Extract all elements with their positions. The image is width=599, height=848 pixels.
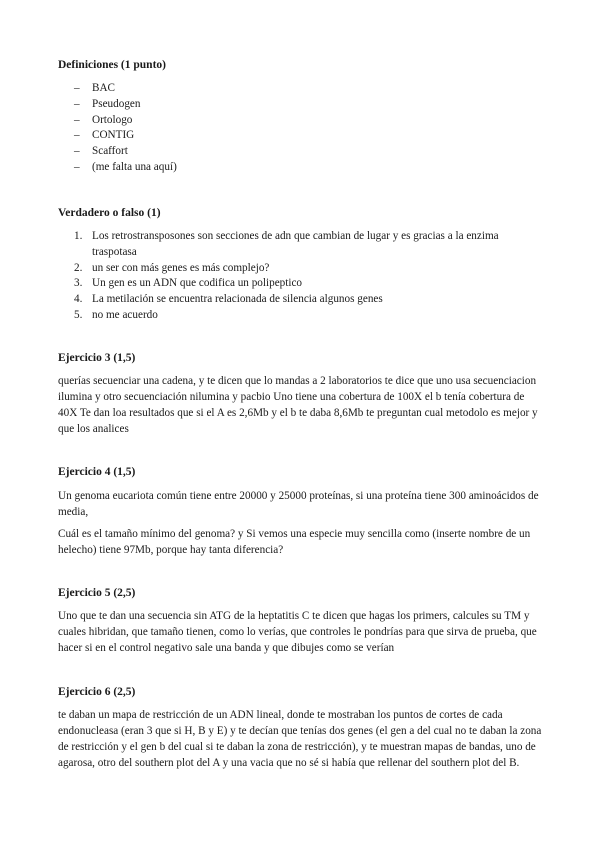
ejercicio5-heading: Ejercicio 5 (2,5) bbox=[58, 587, 136, 599]
list-item-text: no me acuerdo bbox=[92, 308, 158, 321]
list-item bbox=[74, 128, 177, 144]
ejercicio6-heading: Ejercicio 6 (2,5) bbox=[58, 686, 136, 698]
list-item-text: Scaffort bbox=[92, 145, 128, 158]
list-item bbox=[74, 276, 544, 292]
item-number: 5. bbox=[74, 308, 83, 321]
ejercicio5-text: Uno que te dan una secuencia sin ATG de la heptatitis C te dicen que hagas los primers, calcules su TM y cuales hibridan, que tamaño tienen, como lo verías, que controles le pondrías para que sirva de prueba, que hacer si en el control negativo sale una banda y que dibujes como se verían bbox=[58, 610, 537, 654]
list-item-text: Los retrostransposones son secciones de adn que cambian de lugar y es gracias a la enzima traspotasa bbox=[92, 230, 499, 258]
verdadero-falso-list bbox=[74, 229, 544, 324]
list-item bbox=[74, 160, 177, 176]
item-number: 1. bbox=[74, 230, 83, 242]
list-item-text: Ortologo bbox=[92, 113, 133, 126]
ejercicio4-heading: Ejercicio 4 (1,5) bbox=[58, 466, 136, 478]
list-item bbox=[74, 97, 177, 113]
definiciones-heading: Definiciones (1 punto) bbox=[58, 59, 166, 71]
item-number: 4. bbox=[74, 293, 83, 306]
ejercicio4-text-1: Un genoma eucariota común tiene entre 20000 y 25000 proteínas, si una proteína tiene 300 aminoácidos de media, bbox=[58, 490, 539, 518]
list-item-text: La metilación se encuentra relacionada de silencia algunos genes bbox=[92, 293, 383, 306]
list-item-text: Pseudogen bbox=[92, 97, 141, 110]
list-item bbox=[74, 113, 177, 129]
ejercicio3-text: querías secuenciar una cadena, y te dicen que lo mandas a 2 laboratorios te dice que uno usa secuenciacion ilumina y otro secuenciación nilumina y pacbio Uno tiene una cobertura de 100X el b tenía cobertura de 40X Te dan loa resultados que si el A es 2,6Mb y el b te daba 8,6Mb te preguntan cual metodolo es mejor y que los analices bbox=[58, 375, 538, 435]
dash-bullet: – bbox=[74, 160, 80, 173]
list-item bbox=[74, 308, 544, 324]
ejercicio4-text-2: Cuál es el tamaño mínimo del genoma? y Si vemos una especie muy sencilla como (inserte nombre de un helecho) tiene 97Mb, porque hay tanta diferencia? bbox=[58, 528, 531, 556]
list-item-text: BAC bbox=[92, 82, 116, 94]
dash-bullet: – bbox=[74, 82, 80, 94]
dash-bullet: – bbox=[74, 129, 80, 142]
dash-bullet: – bbox=[74, 113, 80, 126]
list-item bbox=[74, 229, 544, 261]
list-item-text: CONTIG bbox=[92, 129, 135, 142]
dash-bullet: – bbox=[74, 97, 80, 110]
ejercicio6-text: te daban un mapa de restricción de un ADN lineal, donde te mostraban los puntos de cortes de cada endonucleasa (eran 3 que si H, B y E) y te decían que tenías dos genes (el gen a del cual no te daban la zona de restricción y el gen b del cual si te daban la zona de restricción), y te muestran mapas de bandas, uno de agarosa, otro del southern plot del A y una vacia que no sé si había que rellenar del southern plot del B. bbox=[58, 709, 542, 769]
list-item-text: Un gen es un ADN que codifica un polipeptico bbox=[92, 277, 303, 290]
verdadero-falso-heading: Verdadero o falso (1) bbox=[58, 207, 161, 219]
list-item-text: (me falta una aquí) bbox=[92, 160, 177, 173]
item-number: 3. bbox=[74, 277, 83, 290]
item-number: 2. bbox=[74, 261, 83, 274]
definiciones-list bbox=[74, 81, 177, 176]
list-item bbox=[74, 292, 544, 308]
list-item-text: un ser con más genes es más complejo? bbox=[92, 261, 270, 274]
list-item bbox=[74, 81, 177, 97]
list-item bbox=[74, 144, 177, 160]
ejercicio3-heading: Ejercicio 3 (1,5) bbox=[58, 352, 136, 364]
dash-bullet: – bbox=[74, 145, 80, 158]
list-item bbox=[74, 261, 544, 277]
